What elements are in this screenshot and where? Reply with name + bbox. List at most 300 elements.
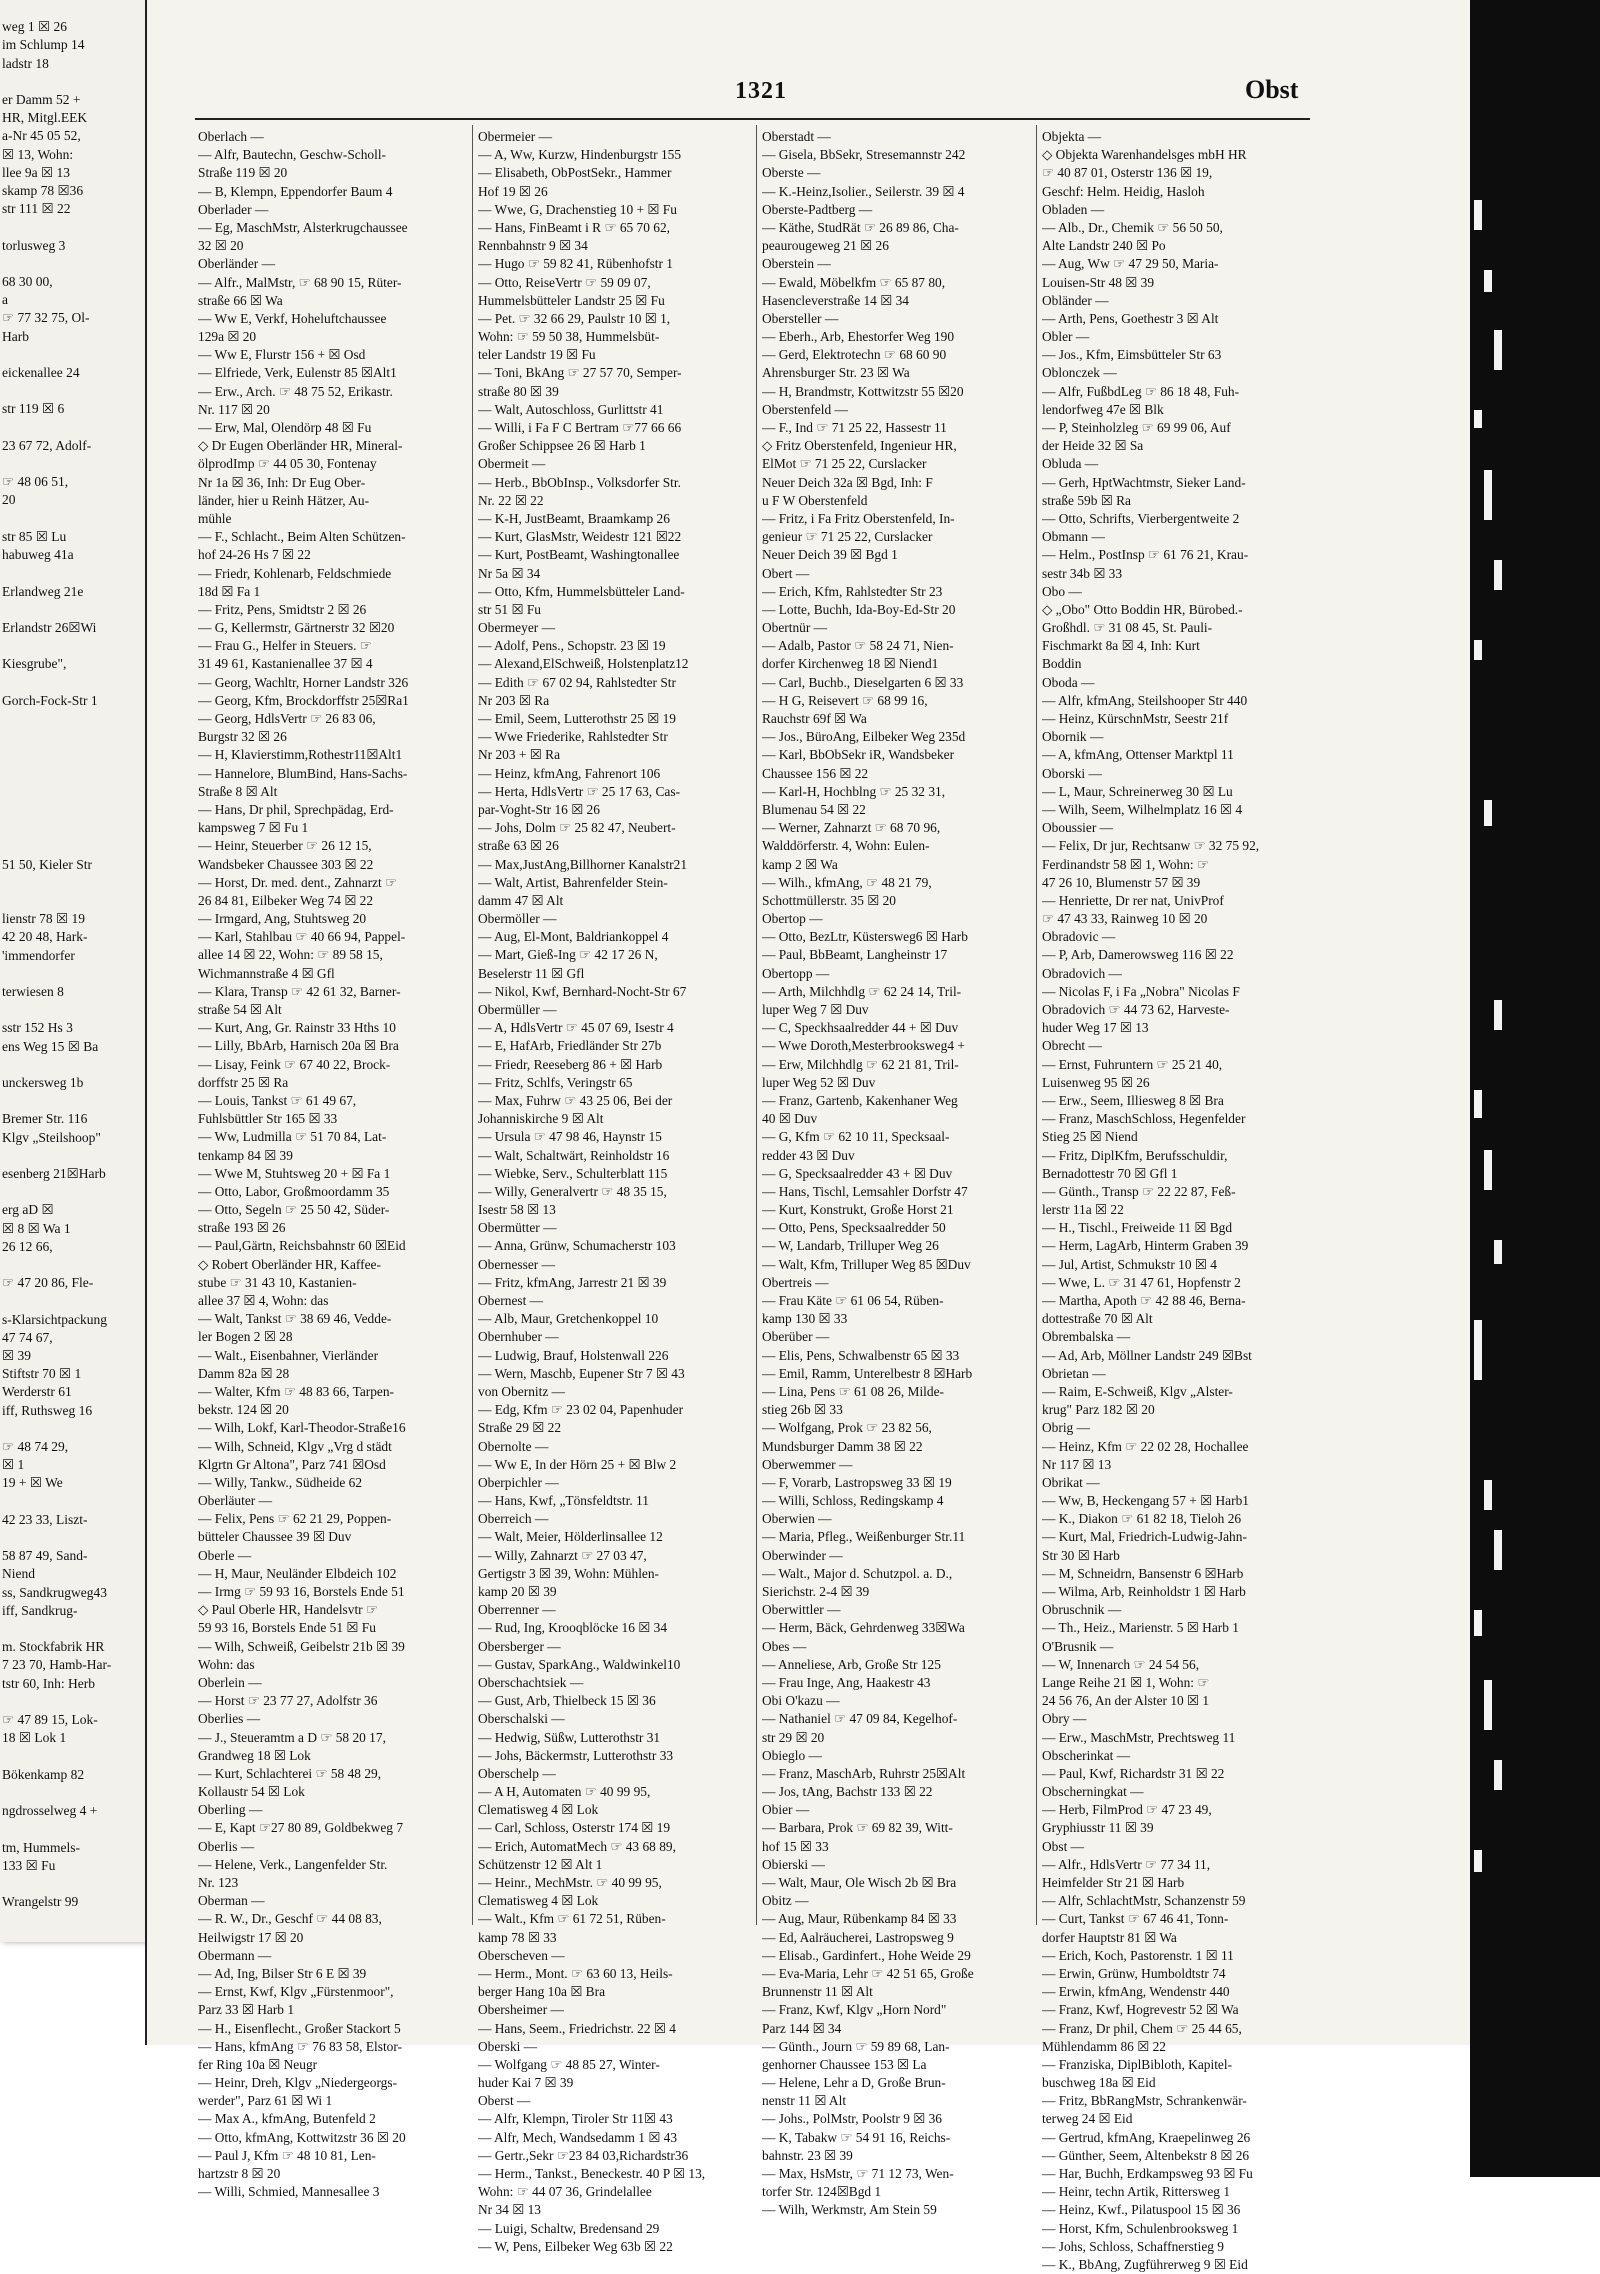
- directory-entry: Oberstenfeld —: [762, 401, 848, 417]
- directory-entry: Mundsburger Damm 38 ☒ 22: [762, 1438, 923, 1454]
- directory-entry: — Gerh, HptWachtmstr, Sieker Land-: [1042, 474, 1246, 490]
- directory-entry: Obo —: [1042, 583, 1082, 599]
- directory-entry: — Edg, Kfm ☞ 23 02 04, Papenhuder: [478, 1402, 684, 1418]
- adjacent-page-line: habuweg 41a: [2, 547, 74, 563]
- directory-entry: Isestr 58 ☒ 13: [478, 1202, 556, 1218]
- adjacent-page-line: Wrangelstr 99: [2, 1894, 79, 1910]
- directory-entry: Schottmüllerstr. 35 ☒ 20: [762, 892, 897, 908]
- directory-entry: Obertopp —: [762, 965, 830, 981]
- directory-entry: Obermüller —: [478, 1002, 557, 1017]
- directory-entry: sestr 34b ☒ 33: [1042, 565, 1123, 581]
- directory-entry: Burgstr 32 ☒ 26: [198, 729, 287, 745]
- directory-entry: — Otto, Labor, Großmoordamm 35: [198, 1183, 390, 1199]
- directory-entry: — Jos, tAng, Bachstr 133 ☒ 22: [762, 1784, 933, 1800]
- directory-entry: Obernest —: [478, 1293, 544, 1308]
- directory-entry: Damm 82a ☒ 28: [198, 1365, 290, 1381]
- directory-entry: — Walter, Kfm ☞ 48 83 66, Tarpen-: [198, 1383, 395, 1399]
- directory-entry: — Heinr, techn Artik, Rittersweg 1: [1042, 2184, 1231, 2200]
- directory-entry: — Ww E, In der Hörn 25 + ☒ Blw 2: [478, 1456, 677, 1472]
- directory-entry: peaurougeweg 21 ☒ 26: [762, 238, 889, 254]
- directory-entry: — Helene, Lehr a D, Große Brun-: [762, 2075, 946, 2091]
- directory-entry: — J., Steueramtm a D ☞ 58 20 17,: [198, 1729, 386, 1745]
- adjacent-page-line: ☞ 77 32 75, Ol-: [2, 310, 90, 326]
- directory-entry: Obrietan —: [1042, 1365, 1106, 1381]
- adjacent-page-line: s-Klarsichtpackung: [2, 1311, 107, 1327]
- directory-entry: — Hans, Tischl, Lemsahler Dorfstr 47: [762, 1183, 968, 1199]
- adjacent-page-line: [0, 455, 148, 473]
- directory-entry: — C, Speckhsaalredder 44 + ☒ Duv: [762, 1020, 959, 1036]
- directory-entry: — Irmg ☞ 59 93 16, Borstels Ende 51: [198, 1584, 405, 1599]
- directory-entry: — Horst, Dr. med. dent., Zahnarzt ☞: [198, 874, 398, 890]
- directory-entry: Obermütter —: [478, 1220, 557, 1236]
- directory-entry: — Ad, Arb, Möllner Landstr 249 ☒Bst: [1042, 1347, 1252, 1363]
- directory-entry: — Maria, Pfleg., Weißenburger Str.11: [762, 1529, 966, 1545]
- directory-entry: länder, hier u Reinh Hätzer, Au-: [198, 492, 370, 508]
- directory-entry: Obersheimer —: [478, 2002, 564, 2018]
- directory-entry: — Ernst, Kwf, Klgv „Fürstenmoor",: [198, 1984, 394, 2000]
- adjacent-page-line: a: [2, 292, 8, 308]
- directory-entry: Grandweg 18 ☒ Lok: [198, 1747, 311, 1763]
- directory-entry: — Alfr, SchlachtMstr, Schanzenstr 59: [1042, 1893, 1246, 1909]
- adjacent-page-line: [0, 510, 148, 528]
- adjacent-page-line: ☒ 39: [2, 1348, 31, 1364]
- directory-entry: Obermann —: [198, 1947, 272, 1963]
- directory-entry: — Helene, Verk., Langenfelder Str.: [198, 1856, 388, 1872]
- directory-entry: Kollaustr 54 ☒ Lok: [198, 1784, 305, 1800]
- directory-entry: Obmann —: [1042, 529, 1105, 545]
- directory-entry: — F., Schlacht., Beim Alten Schützen-: [198, 529, 406, 545]
- adjacent-page-line: 23 67 72, Adolf-: [2, 437, 92, 453]
- directory-entry: genieur ☞ 71 25 22, Curslacker: [762, 529, 933, 545]
- directory-entry: Oberst —: [478, 2093, 531, 2109]
- directory-entry: Johanniskirche 9 ☒ Alt: [478, 1111, 604, 1127]
- directory-entry: — Ww, B, Heckengang 57 + ☒ Harb1: [1042, 1493, 1249, 1509]
- directory-entry: — Anneliese, Arb, Große Str 125: [762, 1656, 941, 1672]
- directory-entry: Brunnenstr 11 ☒ Alt: [762, 1984, 873, 2000]
- directory-entry: — Eg, MaschMstr, Alsterkrugchaussee: [198, 219, 408, 235]
- directory-entry: — Louis, Tankst ☞ 61 49 67,: [198, 1092, 357, 1108]
- adjacent-page-line: [0, 1256, 148, 1274]
- directory-entry: — B, Klempn, Eppendorfer Baum 4: [198, 183, 393, 199]
- directory-entry: — Alfr., HdlsVertr ☞ 77 34 11,: [1042, 1856, 1211, 1872]
- adjacent-page-line: iff, Sandkrug-: [2, 1602, 78, 1618]
- directory-entry: — H, Klavierstimm,Rothestr11☒Alt1: [198, 747, 403, 763]
- directory-entry: — Eva-Maria, Lehr ☞ 42 51 65, Große: [762, 1965, 974, 1981]
- directory-entry: — Carl, Schloss, Osterstr 174 ☒ 19: [478, 1820, 671, 1836]
- scan-artifact: [1494, 560, 1502, 590]
- directory-entry: Obrikat —: [1042, 1474, 1100, 1490]
- directory-entry: Wandsbeker Chaussee 303 ☒ 22: [198, 856, 374, 872]
- directory-entry: Oberski —: [478, 2038, 538, 2054]
- directory-entry: — Friedr, Reeseberg 86 + ☒ Harb: [478, 1056, 663, 1072]
- adjacent-page-line: Bökenkamp 82: [2, 1766, 85, 1782]
- directory-entry: Oberwinder —: [762, 1547, 843, 1563]
- directory-entry: — Raim, E-Schweiß, Klgv „Alster-: [1042, 1383, 1233, 1399]
- directory-entry: par-Voght-Str 16 ☒ 26: [478, 801, 600, 817]
- adjacent-page-line: [0, 765, 148, 783]
- scan-artifact: [1484, 1680, 1492, 1730]
- directory-entry: — Helm., PostInsp ☞ 61 76 21, Krau-: [1042, 547, 1249, 563]
- directory-entry: — Frau Käte ☞ 61 06 54, Rüben-: [762, 1293, 944, 1308]
- directory-entry: Obersteller —: [762, 310, 839, 326]
- directory-entry: — Alfr, Mech, Wandsedamm 1 ☒ 43: [478, 2129, 678, 2145]
- adjacent-page-line: 19 + ☒ We: [2, 1475, 63, 1491]
- adjacent-page-line: lienstr 78 ☒ 19: [2, 911, 85, 927]
- directory-entry: straße 63 ☒ 26: [478, 838, 559, 854]
- directory-entry: — Otto, Pens, Specksaalredder 50: [762, 1220, 946, 1236]
- directory-entry: Obermeier —: [478, 129, 552, 144]
- directory-entry: — Hans, Dr phil, Sprechpädag, Erd-: [198, 801, 394, 817]
- directory-entry: Obradovich ☞ 44 73 62, Harveste-: [1042, 1002, 1230, 1017]
- directory-entry: Obieglo —: [762, 1747, 822, 1763]
- directory-entry: Oberwien —: [762, 1511, 832, 1527]
- directory-entry: luper Weg 7 ☒ Duv: [762, 1002, 869, 1017]
- adjacent-page-line: Werderstr 61: [2, 1384, 72, 1400]
- directory-entry: — Fritz, DiplKfm, Berufsschuldir,: [1042, 1147, 1228, 1163]
- directory-entry: mühle: [198, 510, 232, 526]
- directory-entry: Nr 5a ☒ 34: [478, 565, 541, 581]
- directory-entry: — Otto, BezLtr, Küstersweg6 ☒ Harb: [762, 929, 968, 945]
- directory-entry: Obertnür —: [762, 620, 828, 636]
- adjacent-page-line: [0, 1056, 148, 1074]
- directory-entry: Obornik —: [1042, 729, 1104, 745]
- directory-entry: — Elis, Pens, Schwalbenstr 65 ☒ 33: [762, 1347, 960, 1363]
- directory-column-4: [1042, 128, 1324, 2274]
- adjacent-page-line: Kiesgrube",: [2, 656, 67, 672]
- directory-entry: — Henriette, Dr rer nat, UnivProf: [1042, 892, 1224, 908]
- adjacent-page-line: a-Nr 45 05 52,: [2, 128, 81, 144]
- adjacent-page-line: 18 ☒ Lok 1: [2, 1730, 67, 1746]
- directory-entry: 40 ☒ Duv: [762, 1111, 818, 1127]
- directory-entry: Wohn: ☞ 44 07 36, Grindelallee: [478, 2184, 652, 2200]
- directory-entry: — Walt, Maur, Ole Wisch 2b ☒ Bra: [762, 1875, 957, 1890]
- adjacent-page-line: Erlandweg 21e: [2, 583, 84, 599]
- adjacent-page-line: ☞ 48 74 29,: [2, 1439, 69, 1455]
- scan-artifact: [1484, 1150, 1492, 1190]
- directory-entry: — Walt., Major d. Schutzpol. a. D.,: [762, 1565, 953, 1581]
- directory-entry: — Jul, Artist, Schmukstr 10 ☒ 4: [1042, 1256, 1217, 1272]
- directory-entry: — Gustav, SparkAng., Waldwinkel10: [478, 1656, 681, 1672]
- directory-entry: — Karl, BbObSekr iR, Wandsbeker: [762, 747, 955, 763]
- directory-entry: — Wilh, Schweiß, Geibelstr 21b ☒ 39: [198, 1638, 405, 1654]
- adjacent-page-line: eickenallee 24: [2, 365, 80, 381]
- directory-entry: Clematisweg 4 ☒ Lok: [478, 1802, 599, 1818]
- directory-entry: Oberreich —: [478, 1511, 549, 1527]
- directory-entry: Oberwittler —: [762, 1602, 841, 1618]
- directory-entry: lerstr 11a ☒ 22: [1042, 1202, 1124, 1218]
- directory-entry: — Erwin, kfmAng, Wendenstr 440: [1042, 1984, 1230, 2000]
- directory-entry: — Frau G., Helfer in Steuers. ☞: [198, 638, 372, 654]
- directory-entry: — Heinz, kfmAng, Fahrenort 106: [478, 765, 661, 781]
- directory-entry: Blumenau 54 ☒ 22: [762, 801, 866, 817]
- adjacent-page-line: 42 20 48, Hark-: [2, 929, 88, 945]
- adjacent-page-line: 7 23 70, Hamb-Har-: [2, 1657, 112, 1673]
- directory-entry: ler Bogen 2 ☒ 28: [198, 1329, 293, 1345]
- directory-entry: — P, Steinholzleg ☞ 69 99 06, Auf: [1042, 420, 1231, 435]
- directory-entry: — Carl, Buchb., Dieselgarten 6 ☒ 33: [762, 674, 964, 690]
- directory-entry: — Edith ☞ 67 02 94, Rahlstedter Str: [478, 674, 676, 690]
- directory-entry: Walddörferstr. 4, Wohn: Eulen-: [762, 838, 930, 854]
- directory-entry: — Barbara, Prok ☞ 69 82 39, Witt-: [762, 1820, 953, 1836]
- directory-entry: straße 54 ☒ Alt: [198, 1002, 282, 1017]
- directory-entry: Fuhlsbüttler Str 165 ☒ 33: [198, 1111, 338, 1127]
- directory-entry: str 51 ☒ Fu: [478, 601, 541, 617]
- directory-entry: — Curt, Tankst ☞ 67 46 41, Tonn-: [1042, 1911, 1229, 1927]
- directory-entry: — Eberh., Arb, Ehestorfer Weg 190: [762, 329, 955, 345]
- directory-entry: Klgrtn Gr Altona", Parz 741 ☒Osd: [198, 1456, 386, 1472]
- directory-entry: Obler —: [1042, 329, 1090, 345]
- scan-artifact: [1494, 1000, 1502, 1030]
- directory-entry: — Alexand,ElSchweiß, Holstenplatz12: [478, 656, 689, 672]
- scan-artifact: [1484, 270, 1492, 292]
- directory-entry: Wichmannstraße 4 ☒ Gfl: [198, 965, 335, 981]
- directory-entry: — Gertrud, kfmAng, Kraepelinweg 26: [1042, 2129, 1251, 2145]
- column-divider: [472, 125, 473, 1925]
- directory-entry: — Franz, Dr phil, Chem ☞ 25 44 65,: [1042, 2020, 1242, 2036]
- directory-entry: Oberrenner —: [478, 1602, 556, 1618]
- directory-entry: — Max, Fuhrw ☞ 43 25 06, Bei der: [478, 1092, 673, 1108]
- directory-entry: fer Ring 10a ☒ Neugr: [198, 2056, 318, 2072]
- directory-entry: — Johs, Schloss, Schaffnerstieg 9: [1042, 2238, 1225, 2254]
- directory-entry: Neuer Deich 32a ☒ Bgd, Inh: F: [762, 474, 933, 490]
- directory-entry: — K., Diakon ☞ 61 82 18, Tieloh 26: [1042, 1511, 1242, 1527]
- page-header: [175, 75, 1299, 118]
- directory-entry: — Erw., Seem, Illiesweg 8 ☒ Bra: [1042, 1092, 1224, 1108]
- directory-entry: Oberste —: [762, 165, 821, 181]
- directory-entry: — Alfr, kfmAng, Steilshooper Str 440: [1042, 692, 1248, 708]
- directory-entry: — Ww E, Verkf, Hoheluftchaussee: [198, 310, 387, 326]
- directory-entry: — K-H, JustBeamt, Braamkamp 26: [478, 510, 670, 526]
- scan-artifact: [1474, 200, 1482, 230]
- directory-entry: Oberstein —: [762, 256, 831, 272]
- adjacent-page-line: ens Weg 15 ☒ Ba: [2, 1038, 99, 1054]
- directory-entry: — Nicolas F, i Fa „Nobra" Nicolas F: [1042, 983, 1240, 999]
- directory-entry: Oberman —: [198, 1893, 265, 1909]
- directory-entry: — Emil, Seem, Lutterothstr 25 ☒ 19: [478, 711, 676, 726]
- directory-entry: — Hedwig, Süßw, Lutterothstr 31: [478, 1729, 661, 1745]
- adjacent-page-line: sstr 152 Hs 3: [2, 1020, 73, 1036]
- directory-entry: — Hans, Seem., Friedrichstr. 22 ☒ 4: [478, 2020, 676, 2036]
- directory-entry: Obitz —: [762, 1893, 809, 1909]
- directory-column-3: [762, 128, 1044, 2220]
- directory-entry: — Lina, Pens ☞ 61 08 26, Milde-: [762, 1383, 944, 1399]
- directory-entry: — Franz, MaschSchloss, Hegenfelder: [1042, 1111, 1246, 1127]
- directory-entry: Luisenweg 95 ☒ 26: [1042, 1074, 1150, 1090]
- directory-entry: — Walt, Autoschloss, Gurlittstr 41: [478, 401, 664, 417]
- directory-entry: — Max,JustAng,Billhorner Kanalstr21: [478, 856, 688, 872]
- directory-entry: Obermöller —: [478, 911, 557, 927]
- directory-entry: — Ursula ☞ 47 98 46, Haynstr 15: [478, 1129, 662, 1145]
- directory-entry: — Fritz, kfmAng, Jarrestr 21 ☒ 39: [478, 1274, 667, 1290]
- directory-entry: allee 14 ☒ 22, Wohn: ☞ 89 58 15,: [198, 947, 383, 963]
- directory-entry: — Erich, AutomatMech ☞ 43 68 89,: [478, 1838, 676, 1854]
- adjacent-page-line: [0, 1875, 148, 1893]
- directory-entry: — Rud, Ing, Krooqblöcke 16 ☒ 34: [478, 1620, 668, 1636]
- directory-entry: Nr. 117 ☒ 20: [198, 401, 270, 417]
- directory-entry: von Obernitz —: [478, 1383, 566, 1399]
- directory-entry: Obertop —: [762, 911, 823, 927]
- directory-entry: — Herb, FilmProd ☞ 47 23 49,: [1042, 1802, 1212, 1818]
- adjacent-page-line: [0, 1092, 148, 1110]
- directory-entry: ◇ „Obo" Otto Boddin HR, Bürobed.-: [1042, 601, 1243, 617]
- directory-entry: Obruschnik —: [1042, 1602, 1122, 1618]
- adjacent-page-strip: [0, 0, 151, 1942]
- directory-entry: Obermeit —: [478, 456, 546, 472]
- directory-entry: Oberlach —: [198, 129, 264, 144]
- directory-entry: krug" Parz 182 ☒ 20: [1042, 1402, 1155, 1418]
- directory-entry: — Luigi, Schaltw, Bredensand 29: [478, 2220, 660, 2236]
- adjacent-page-line: weg 1 ☒ 26: [2, 19, 67, 35]
- adjacent-page-line: [0, 73, 148, 91]
- scan-artifact: [1494, 1760, 1502, 1790]
- directory-entry: — Fritz, Schlfs, Veringstr 65: [478, 1074, 633, 1090]
- directory-entry: Nr 117 ☒ 13: [1042, 1456, 1112, 1472]
- directory-entry: — Erw., Arch. ☞ 48 75 52, Erikastr.: [198, 383, 393, 399]
- directory-entry: — Gisela, BbSekr, Stresemannstr 242: [762, 147, 966, 163]
- directory-entry: — H., Tischl., Freiweide 11 ☒ Bgd: [1042, 1220, 1233, 1236]
- directory-entry: — Erw., MaschMstr, Prechtsweg 11: [1042, 1729, 1236, 1745]
- directory-entry: — Wilh, Werkmstr, Am Stein 59: [762, 2202, 937, 2218]
- directory-entry: Oberle —: [198, 1547, 252, 1563]
- directory-entry: — A, kfmAng, Ottenser Marktpl 11: [1042, 747, 1234, 763]
- directory-entry: — Johs, Dolm ☞ 25 82 47, Neubert-: [478, 820, 676, 836]
- directory-entry: — Arth, Milchhdlg ☞ 62 24 14, Tril-: [762, 983, 962, 999]
- directory-entry: Wohn: ☞ 59 50 38, Hummelsbüt-: [478, 329, 660, 345]
- directory-entry: — Otto, kfmAng, Kottwitzstr 36 ☒ 20: [198, 2129, 406, 2145]
- directory-entry: Obscherningkat —: [1042, 1784, 1144, 1800]
- directory-entry: — Ed, Aalräucherei, Lastropsweg 9: [762, 1929, 954, 1945]
- directory-entry: u F W Oberstenfeld: [762, 492, 868, 508]
- directory-entry: — Pet. ☞ 32 66 29, Paulstr 10 ☒ 1,: [478, 310, 671, 326]
- directory-entry: — Gerd, Elektrotechn ☞ 68 60 90: [762, 347, 947, 363]
- directory-entry: huder Kai 7 ☒ 39: [478, 2075, 574, 2091]
- adjacent-page-line: [0, 1820, 148, 1838]
- directory-entry: — Alfr, FußbdLeg ☞ 86 18 48, Fuh-: [1042, 383, 1240, 399]
- adjacent-page-line: [0, 710, 148, 728]
- directory-entry: — Jos., Kfm, Eimsbütteler Str 63: [1042, 347, 1222, 363]
- directory-entry: bütteler Chaussee 39 ☒ Duv: [198, 1529, 352, 1545]
- directory-entry: Schützenstr 12 ☒ Alt 1: [478, 1856, 603, 1872]
- directory-entry: — Heinr., MechMstr. ☞ 40 99 95,: [478, 1875, 662, 1890]
- adjacent-page-line: 26 12 66,: [2, 1238, 53, 1254]
- directory-entry: — Heinz, Kwf., Pilatuspool 15 ☒ 36: [1042, 2202, 1241, 2218]
- directory-entry: Nr 203 + ☒ Ra: [478, 747, 561, 763]
- directory-entry: dorfer Kirchenweg 18 ☒ Niend1: [762, 656, 939, 672]
- adjacent-page-line: [0, 837, 148, 855]
- page-number: 1321: [735, 78, 787, 104]
- scan-artifact: [1494, 1530, 1502, 1570]
- adjacent-page-line: [0, 419, 148, 437]
- running-head: Obst: [1245, 75, 1299, 104]
- adjacent-page-line: [0, 783, 148, 801]
- directory-entry: — Georg, Wachltr, Horner Landstr 326: [198, 674, 409, 690]
- directory-column-2: [478, 128, 760, 2256]
- directory-entry: Obradovich —: [1042, 965, 1122, 981]
- scan-artifact: [1474, 1320, 1482, 1380]
- directory-entry: — Ewald, Möbelkfm ☞ 65 87 80,: [762, 274, 946, 290]
- directory-entry: 129a ☒ 20: [198, 329, 257, 345]
- directory-entry: — Hans, Kwf, „Tönsfeldtstr. 11: [478, 1493, 649, 1509]
- directory-entry: Obier —: [762, 1802, 810, 1818]
- directory-entry: Mühlendamm 86 ☒ 22: [1042, 2038, 1166, 2054]
- directory-entry: — L, Maur, Schreinerweg 30 ☒ Lu: [1042, 783, 1233, 799]
- adjacent-page-line: [0, 601, 148, 619]
- scan-artifact: [1474, 1610, 1482, 1636]
- directory-entry: — Willy, Generalvertr ☞ 48 35 15,: [478, 1183, 667, 1199]
- directory-entry: — Toni, BkAng ☞ 27 57 70, Semper-: [478, 365, 682, 381]
- directory-entry: — Willi, i Fa F C Bertram ☞77 66 66: [478, 420, 682, 435]
- directory-entry: Lange Reihe 21 ☒ 1, Wohn: ☞: [1042, 1674, 1210, 1690]
- directory-entry: — Otto, Segeln ☞ 25 50 42, Süder-: [198, 1202, 390, 1218]
- directory-entry: Obersberger —: [478, 1638, 561, 1654]
- directory-entry: Alte Landstr 240 ☒ Po: [1042, 238, 1166, 254]
- directory-entry: — Walt., Kfm ☞ 61 72 51, Rüben-: [478, 1911, 666, 1927]
- adjacent-page-line: [0, 1493, 148, 1511]
- directory-entry: Louisen-Str 48 ☒ 39: [1042, 274, 1155, 290]
- directory-entry: — Elisab., Gardinfert., Hohe Weide 29: [762, 1947, 971, 1963]
- directory-entry: — Ww E, Flurstr 156 + ☒ Osd: [198, 347, 366, 363]
- directory-entry: — Aug, Ww ☞ 47 29 50, Maria-: [1042, 256, 1219, 272]
- directory-entry: — F, Vorarb, Lastropsweg 33 ☒ 19: [762, 1474, 952, 1490]
- adjacent-page-line: ngdrosselweg 4 +: [2, 1803, 98, 1819]
- directory-entry: Hof 19 ☒ 26: [478, 183, 548, 199]
- directory-entry: — Adolf, Pens., Schopstr. 23 ☒ 19: [478, 638, 666, 654]
- directory-entry: Oberlies —: [198, 1711, 261, 1727]
- directory-entry: — E, HafArb, Friedländer Str 27b: [478, 1038, 662, 1054]
- directory-entry: — Johs., PolMstr, Poolstr 9 ☒ 36: [762, 2111, 942, 2127]
- directory-entry: Parz 33 ☒ Harb 1: [198, 2002, 295, 2018]
- directory-entry: Obert —: [762, 565, 810, 581]
- adjacent-page-line: er Damm 52 +: [2, 92, 81, 108]
- directory-entry: — Wilh, Seem, Wilhelmplatz 16 ☒ 4: [1042, 801, 1243, 817]
- directory-entry: 31 49 61, Kastanienallee 37 ☒ 4: [198, 656, 373, 672]
- directory-entry: Obluda —: [1042, 456, 1099, 472]
- directory-entry: — Günth., Transp ☞ 22 22 87, Feß-: [1042, 1183, 1236, 1199]
- directory-entry: — Georg, HdlsVertr ☞ 26 83 06,: [198, 711, 376, 726]
- directory-entry: ◇ Dr Eugen Oberländer HR, Mineral-: [198, 438, 403, 454]
- adjacent-page-line: 51 50, Kieler Str: [2, 856, 92, 872]
- directory-entry: — E, Kapt ☞27 80 89, Goldbekweg 7: [198, 1820, 404, 1836]
- adjacent-page-line: [0, 346, 148, 364]
- directory-entry: stieg 26b ☒ 33: [762, 1402, 843, 1418]
- adjacent-page-line: ☒ 8 ☒ Wa 1: [2, 1220, 71, 1236]
- adjacent-page-line: ☞ 47 89 15, Lok-: [2, 1712, 98, 1728]
- directory-entry: — Herb., BbObInsp., Volksdorfer Str.: [478, 474, 681, 490]
- directory-entry: Gryphiusstr 11 ☒ 39: [1042, 1820, 1154, 1836]
- directory-entry: — Ww, Ludmilla ☞ 51 70 84, Lat-: [198, 1129, 387, 1145]
- directory-entry: — Wern, Maschb, Eupener Str 7 ☒ 43: [478, 1365, 685, 1381]
- adjacent-page-line: Stiftstr 70 ☒ 1: [2, 1366, 82, 1382]
- scan-artifact: [1484, 800, 1492, 826]
- adjacent-page-line: ss, Sandkrugweg43: [2, 1584, 107, 1600]
- adjacent-page-line: m. Stockfabrik HR: [2, 1639, 105, 1655]
- directory-entry: Ahrensburger Str. 23 ☒ Wa: [762, 365, 910, 381]
- adjacent-page-line: 47 74 67,: [2, 1329, 53, 1345]
- directory-entry: Oberüber —: [762, 1329, 830, 1345]
- directory-entry: allee 37 ☒ 4, Wohn: das: [198, 1293, 329, 1308]
- directory-entry: Stieg 25 ☒ Niend: [1042, 1129, 1138, 1145]
- adjacent-page-line: ☒ 13, Wohn:: [2, 146, 74, 162]
- directory-entry: — W, Innenarch ☞ 24 54 56,: [1042, 1656, 1200, 1672]
- directory-entry: — P, Arb, Damerowsweg 116 ☒ 22: [1042, 947, 1234, 963]
- directory-entry: redder 43 ☒ Duv: [762, 1147, 855, 1163]
- directory-entry: Heilwigstr 17 ☒ 20: [198, 1929, 304, 1945]
- directory-entry: Obladen —: [1042, 201, 1105, 217]
- directory-entry: — Franz, Kwf, Klgv „Horn Nord": [762, 2002, 947, 2018]
- directory-entry: — Irmgard, Ang, Stuhtsweg 20: [198, 911, 367, 927]
- directory-entry: — Alb., Dr., Chemik ☞ 56 50 50,: [1042, 219, 1223, 235]
- directory-entry: — Walt, Tankst ☞ 38 69 46, Vedde-: [198, 1311, 392, 1327]
